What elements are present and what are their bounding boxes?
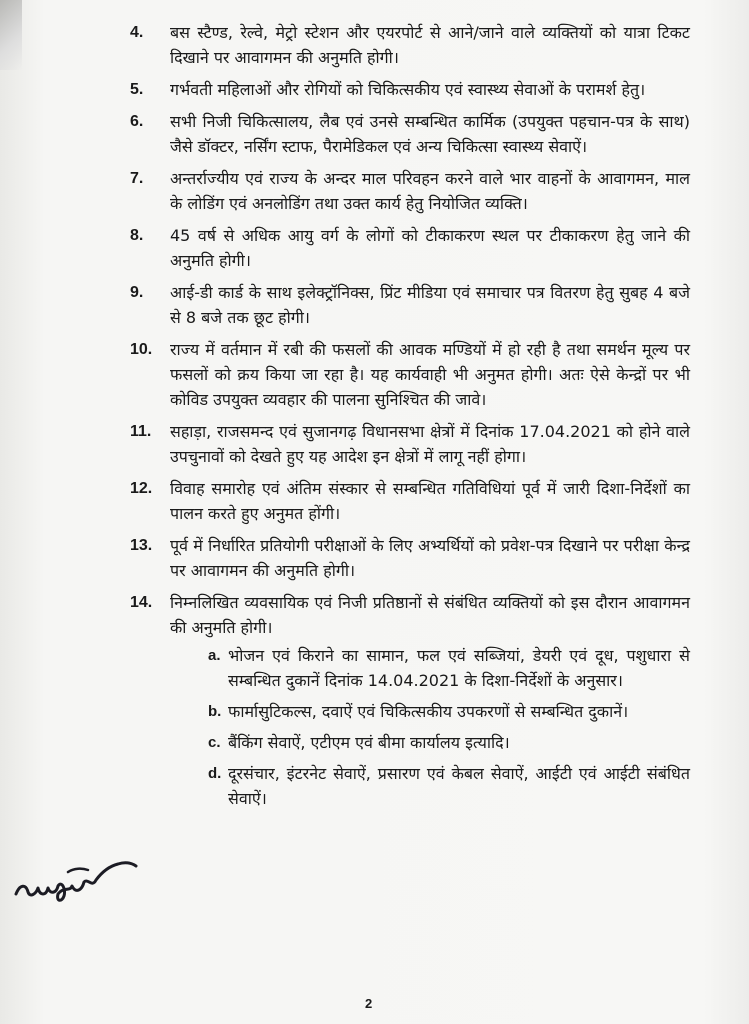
- item-text: विवाह समारोह एवं अंतिम संस्कार से सम्बन्धित गतिविधियां पूर्व में जारी दिशा-निर्देशों का पालन करते हुए अनुमत होंगी।: [170, 479, 690, 523]
- sub-item-text: दूरसंचार, इंटरनेट सेवाऐं, प्रसारण एवं केबल सेवाऐं, आईटी एवं आईटी संबंधित सेवाऐं।: [228, 764, 690, 808]
- sub-clause-list: [170, 643, 690, 811]
- sub-item-letter: c.: [208, 734, 221, 751]
- sub-item-letter: d.: [208, 765, 222, 782]
- list-item: [130, 166, 690, 216]
- item-text: गर्भवती महिलाओं और रोगियों को चिकित्सकीय एवं स्वास्थ्य सेवाओं के परामर्श हेतु।: [170, 80, 646, 99]
- item-text: निम्नलिखित व्यवसायिक एवं निजी प्रतिष्ठानों से संबंधित व्यक्तियों को इस दौरान आवागमन की अनुमति होगी।: [170, 593, 690, 637]
- sub-item-letter: a.: [208, 647, 221, 664]
- item-text: सहाड़ा, राजसमन्द एवं सुजानगढ़ विधानसभा क्षेत्रों में दिनांक 17.04.2021 को होने वाले उपचुनावों को देखते हुए यह आदेश इन क्षेत्रों में लागू नहीं होगा।: [170, 422, 690, 466]
- item-number: 9.: [130, 284, 144, 301]
- item-number: 13.: [130, 537, 153, 554]
- item-text: आई-डी कार्ड के साथ इलेक्ट्रॉनिक्स, प्रिंट मीडिया एवं समाचार पत्र वितरण हेतु सुबह 4 बजे से 8 बजे तक छूट होगी।: [170, 283, 690, 327]
- sub-item-text: भोजन एवं किराने का सामान, फल एवं सब्जियां, डेयरी एवं दूध, पशुधारा से सम्बन्धित दुकानें दिनांक 14.04.2021 के दिशा-निर्देशों के अनुसार।: [228, 646, 690, 690]
- item-text: बस स्टैण्ड, रेल्वे, मेट्रो स्टेशन और एयरपोर्ट से आने/जाने वाले व्यक्तियों को यात्रा टिकट दिखाने पर आवागमन की अनुमति होगी।: [170, 23, 690, 67]
- item-number: 6.: [130, 113, 144, 130]
- item-number: 5.: [130, 81, 144, 98]
- list-item: [130, 223, 690, 273]
- item-text: राज्य में वर्तमान में रबी की फसलों की आवक मण्डियों में हो रही है तथा समर्थन मूल्य पर फसलों को क्रय किया जा रहा है। यह कार्यवाही भी अनुमत होगी। अतः ऐसे केन्द्रों पर भी कोविड उपयुक्त व्यवहार की पालना सुनिश्चित की जावे।: [170, 340, 690, 409]
- list-item: [130, 476, 690, 526]
- list-item: [130, 533, 690, 583]
- sub-list-item: [170, 730, 690, 755]
- sub-list-item: [170, 761, 690, 811]
- sub-item-letter: b.: [208, 703, 222, 720]
- item-number: 12.: [130, 480, 153, 497]
- list-item: [130, 337, 690, 412]
- list-item: [130, 77, 690, 102]
- sub-list-item: [170, 643, 690, 693]
- item-text: अन्तर्राज्यीय एवं राज्य के अन्दर माल परिवहन करने वाले भार वाहनों के आवागमन, माल के लोडिंग एवं अनलोडिंग तथा उक्त कार्य हेतु नियोजित व्यक्ति।: [170, 169, 690, 213]
- item-text: सभी निजी चिकित्सालय, लैब एवं उनसे सम्बन्धित कार्मिक (उपयुक्त पहचान-पत्र के साथ) जैसे डॉक्टर, नर्सिंग स्टाफ, पैरामेडिकल एवं अन्य चिकित्सा स्वास्थ्य सेवाऐं।: [170, 112, 690, 156]
- item-number: 14.: [130, 594, 153, 611]
- item-number: 4.: [130, 24, 144, 41]
- item-text: पूर्व में निर्धारित प्रतियोगी परीक्षाओं के लिए अभ्यर्थियों को प्रवेश-पत्र दिखाने पर परीक्षा केन्द्र पर आवागमन की अनुमति होगी।: [170, 536, 690, 580]
- list-item: [130, 280, 690, 330]
- page-corner-shadow: [0, 0, 22, 70]
- page-number: 2: [365, 996, 373, 1011]
- item-number: 10.: [130, 341, 153, 358]
- list-item: [130, 590, 690, 811]
- handwritten-signature: [10, 850, 150, 910]
- list-item: [130, 419, 690, 469]
- sub-item-text: बैंकिंग सेवाऐं, एटीएम एवं बीमा कार्यालय इत्यादि।: [228, 733, 510, 752]
- list-item: [130, 20, 690, 70]
- item-text: 45 वर्ष से अधिक आयु वर्ग के लोगों को टीकाकरण स्थल पर टीकाकरण हेतु जाने की अनुमति होगी।: [170, 226, 690, 270]
- list-item: [130, 109, 690, 159]
- sub-list-item: [170, 699, 690, 724]
- item-number: 11.: [130, 423, 152, 440]
- sub-item-text: फार्मासुटिकल्स, दवाऐं एवं चिकित्सकीय उपकरणों से सम्बन्धित दुकानें।: [228, 702, 629, 721]
- item-number: 8.: [130, 227, 144, 244]
- item-number: 7.: [130, 170, 144, 187]
- order-clause-list: [130, 20, 690, 818]
